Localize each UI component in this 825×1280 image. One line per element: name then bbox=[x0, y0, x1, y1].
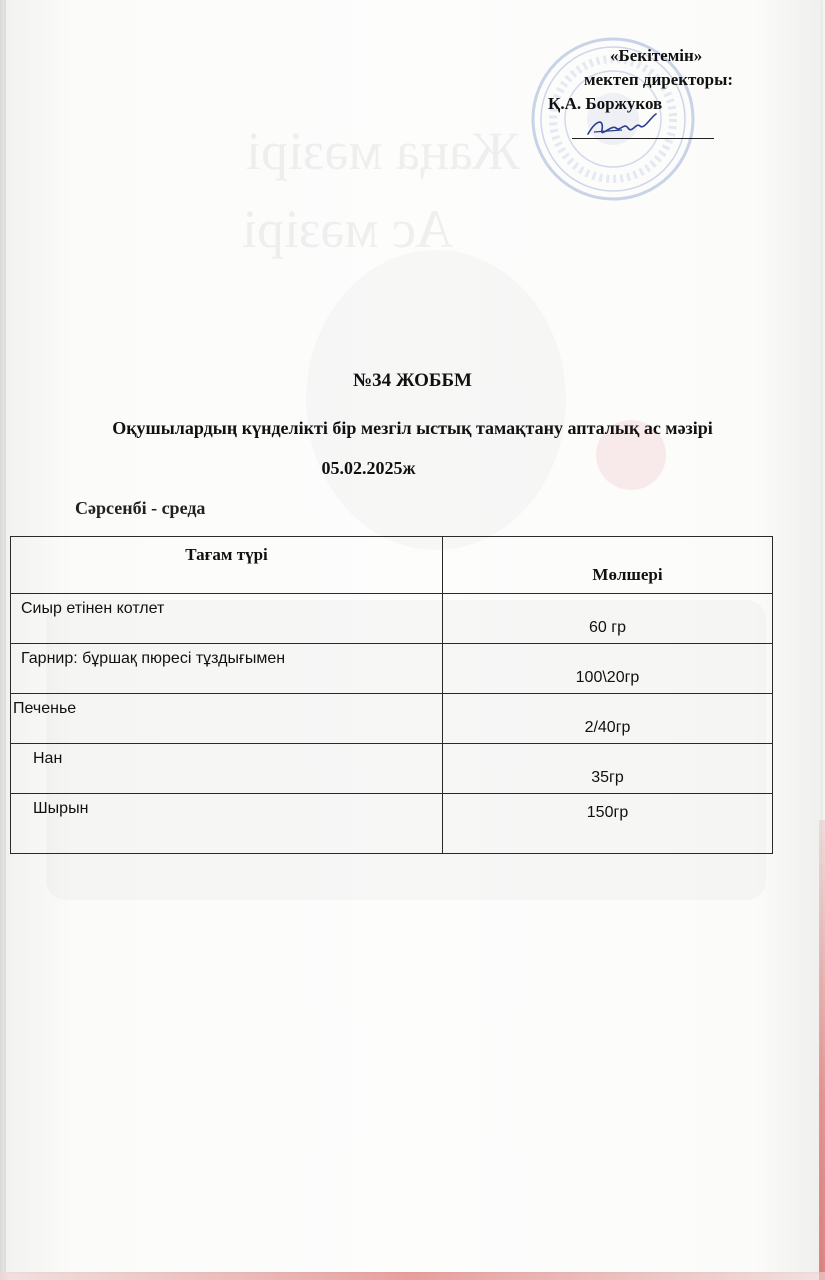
background-edge bbox=[819, 820, 825, 1280]
menu-table bbox=[10, 536, 773, 854]
weekday-label: Сәрсенбі - среда bbox=[75, 498, 206, 518]
dish-name: Нан bbox=[11, 744, 443, 794]
approval-name: Қ.А. Боржуков bbox=[548, 94, 663, 113]
dish-amount: 60 гр bbox=[443, 594, 773, 644]
approval-label: «Бекітемін» bbox=[610, 46, 703, 65]
dish-amount: 35гр bbox=[443, 744, 773, 794]
table-header-row bbox=[11, 537, 773, 594]
show-through-text: Ас мәзірі bbox=[242, 199, 454, 259]
table-row bbox=[11, 594, 773, 644]
menu-title: Оқушылардың күнделікті бір мезгіл ыстық тамақтану апталық ас мәзірі bbox=[112, 418, 713, 438]
dish-name: Печенье bbox=[11, 694, 443, 744]
table-row bbox=[11, 694, 773, 744]
menu-date: 05.02.2025ж bbox=[321, 458, 416, 478]
column-header-dish: Тағам түрі bbox=[11, 537, 443, 594]
column-header-amount: Мөлшері bbox=[443, 537, 773, 594]
table-row bbox=[11, 744, 773, 794]
dish-amount: 150гр bbox=[443, 794, 773, 854]
approval-position: мектеп директоры: bbox=[584, 70, 734, 89]
signature-line bbox=[572, 138, 714, 139]
table-row bbox=[11, 794, 773, 854]
show-through-shape bbox=[306, 250, 566, 550]
dish-name: Шырын bbox=[11, 794, 443, 854]
dish-name: Сиыр етінен котлет bbox=[11, 594, 443, 644]
dish-amount: 100\20гр bbox=[443, 644, 773, 694]
school-title: №34 ЖОББМ bbox=[353, 370, 472, 391]
dish-amount: 2/40гр bbox=[443, 694, 773, 744]
background-edge bbox=[0, 1272, 825, 1280]
dish-name: Гарнир: бұршақ пюресі тұздығымен bbox=[11, 644, 443, 694]
show-through-text: Жаңа мәзірі bbox=[246, 121, 520, 181]
table-row bbox=[11, 644, 773, 694]
